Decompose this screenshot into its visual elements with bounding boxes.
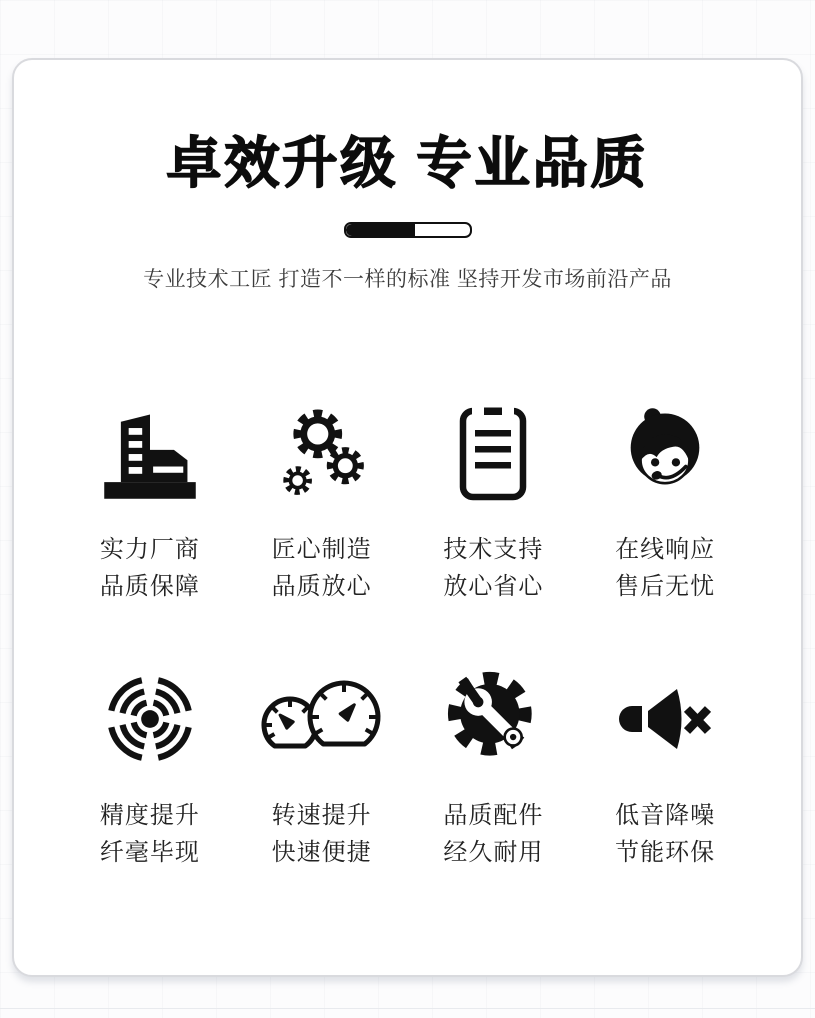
feature-speed: [236, 663, 408, 871]
factory-building-icon: [98, 401, 202, 505]
gears-icon: [269, 400, 375, 506]
feature-label: 技术支持 放心省心: [443, 536, 544, 600]
feature-label: 实力厂商 品质保障: [99, 536, 200, 600]
feature-label: 低音降噪 节能环保: [615, 802, 716, 866]
feature-quality-parts: [408, 663, 580, 871]
gear-wrench-icon: [440, 666, 546, 772]
feature-tech-support: [408, 397, 580, 605]
feature-online-response: [579, 397, 751, 605]
feature-label: 在线响应 售后无忧: [615, 536, 716, 600]
page-bottom-divider: [0, 1008, 815, 1009]
title-divider-pill: [344, 222, 472, 238]
features-grid: [14, 397, 801, 871]
page-title: 卓效升级 专业品质: [166, 132, 649, 194]
promo-card: [12, 58, 803, 977]
feature-label: 转速提升 快速便捷: [271, 802, 372, 866]
clipboard-checklist-icon: [443, 401, 543, 505]
feature-precision: [64, 663, 236, 871]
feature-label: 品质配件 经久耐用: [443, 802, 544, 866]
customer-service-headset-icon: [613, 401, 717, 505]
feature-low-noise: [579, 663, 751, 871]
speaker-mute-icon: [612, 669, 718, 769]
page-subtitle: 专业技术工匠 打造不一样的标准 坚持开发市场前沿产品: [143, 268, 672, 291]
feature-label: 匠心制造 品质放心: [271, 536, 372, 600]
precision-target-icon: [98, 667, 202, 771]
divider-fill: [346, 224, 415, 236]
feature-craftsmanship: [236, 397, 408, 605]
speedometer-gauges-icon: [256, 669, 388, 769]
feature-strength: [64, 397, 236, 605]
feature-label: 精度提升 纤毫毕现: [99, 802, 200, 866]
